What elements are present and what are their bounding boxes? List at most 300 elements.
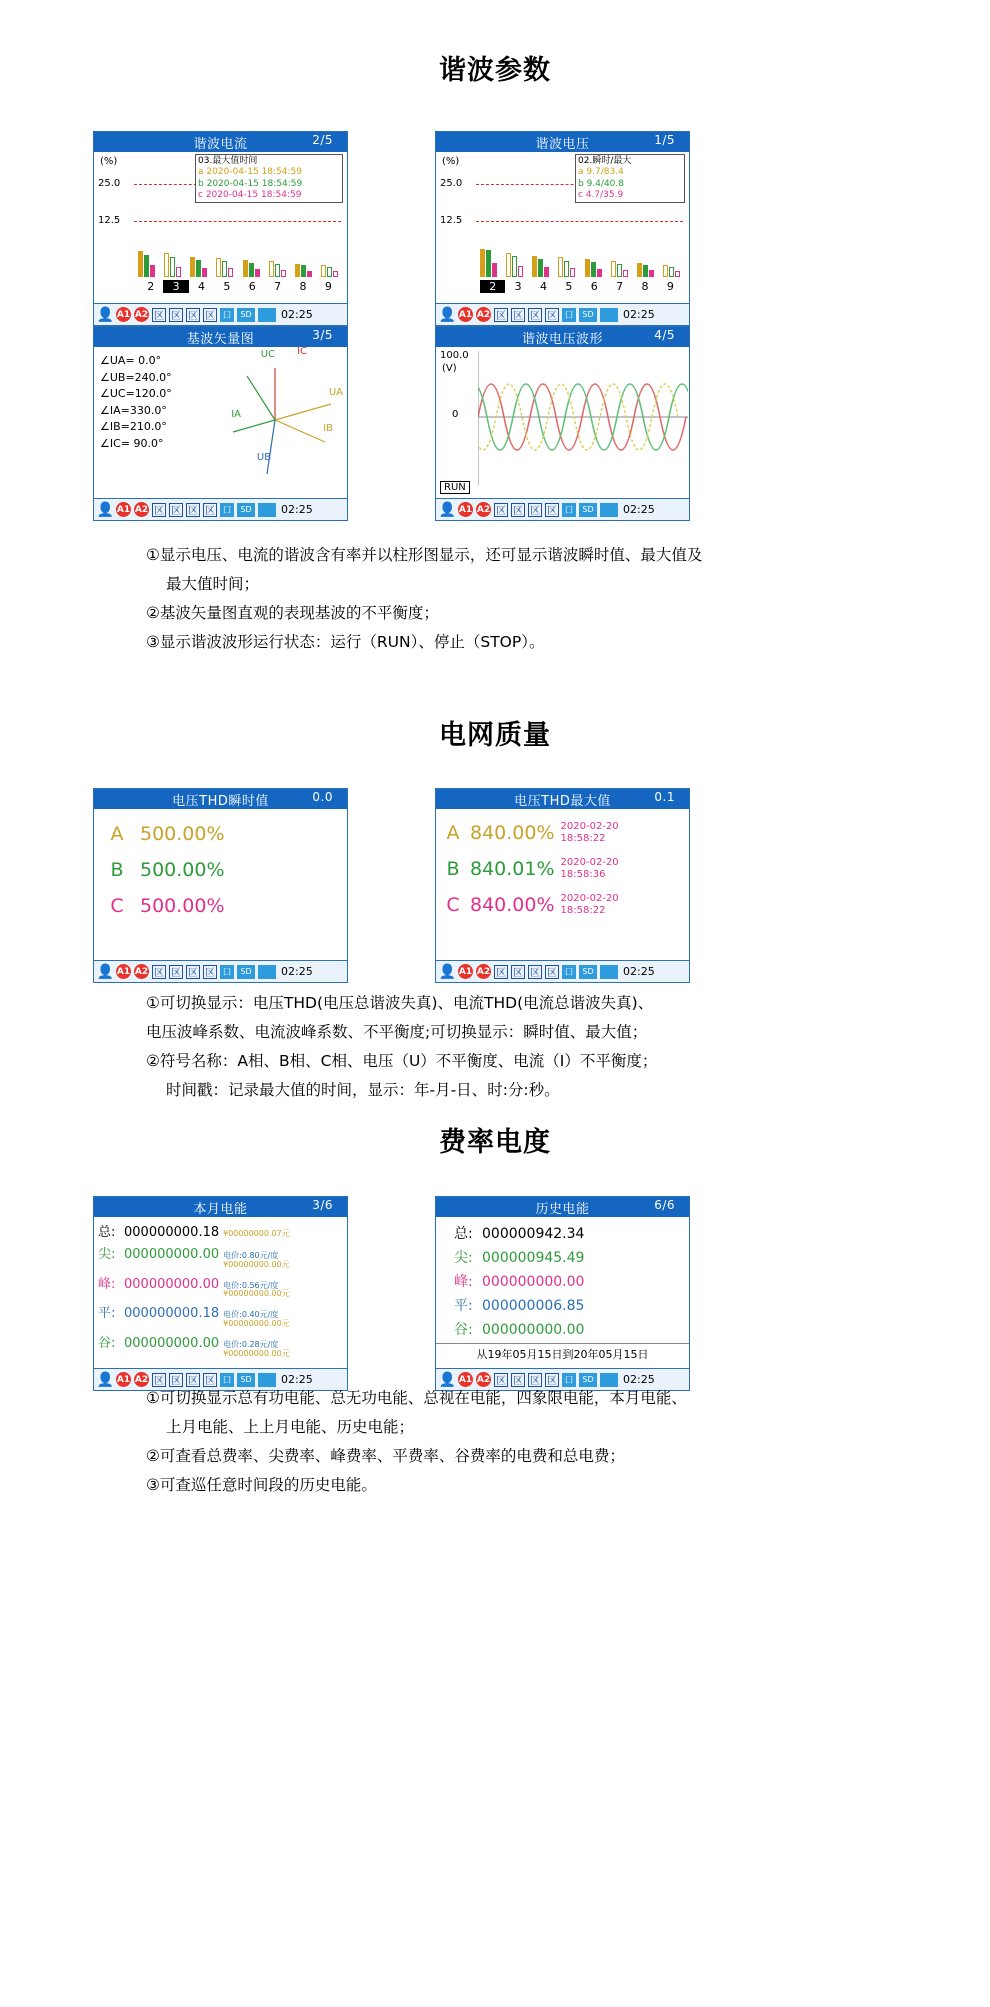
panel-history-energy[interactable] xyxy=(435,1196,690,1391)
bar xyxy=(222,261,227,277)
bar-group xyxy=(190,257,210,277)
sd-card-icon: SD xyxy=(579,308,597,322)
axis-y-mid: 12.5 xyxy=(98,215,121,226)
energy-label: 平: xyxy=(454,1298,473,1314)
vector-label-ic: IC xyxy=(297,347,307,357)
bar xyxy=(649,270,654,277)
infobox-row-text: 4.7/35.9 xyxy=(585,189,624,200)
person-icon: 👤 xyxy=(438,501,457,518)
x-tick-7[interactable]: 7 xyxy=(616,280,624,293)
x-axis-ticks[interactable] xyxy=(480,280,683,293)
thd-date: 2020-02-20 xyxy=(560,821,619,832)
x-axis-ticks[interactable] xyxy=(138,280,341,293)
x-tick-8[interactable]: 8 xyxy=(299,280,307,293)
alarm1-icon: A1 xyxy=(458,964,473,979)
x2-icon: 区 xyxy=(169,965,183,979)
note-line: ①可切换显示：电压THD(电压总谐波失真)、电流THD(电流总谐波失真)、 xyxy=(146,994,654,1012)
bar xyxy=(150,265,155,277)
thd-phase: A xyxy=(446,822,460,844)
energy-label: 平: xyxy=(98,1306,116,1322)
run-state-badge: RUN xyxy=(440,481,470,494)
panel-title: 历史电能 xyxy=(535,1201,590,1217)
x4-icon: 区 xyxy=(545,503,559,517)
x1-icon: 区 xyxy=(152,503,166,517)
energy-row xyxy=(98,1302,343,1329)
bar xyxy=(333,271,338,277)
panel-thd-max[interactable] xyxy=(435,788,690,983)
person-icon: 👤 xyxy=(438,306,457,323)
panel-title: 谐波电流 xyxy=(193,136,248,152)
x-tick-5[interactable]: 5 xyxy=(565,280,573,293)
pc-icon xyxy=(600,308,618,322)
bar xyxy=(558,257,563,277)
sd-card-icon: SD xyxy=(237,308,255,322)
sd-card-icon: SD xyxy=(237,503,255,517)
bar xyxy=(564,261,569,277)
status-bar xyxy=(94,498,347,520)
note-line: ②符号名称：A相、B相、C相、电压（U）不平衡度、电流（I）不平衡度； xyxy=(146,1052,658,1071)
energy-value: 000000000.18 xyxy=(124,1225,220,1240)
energy-label: 谷: xyxy=(98,1335,116,1351)
infobox-row-text: 2020-04-15 18:54:59 xyxy=(205,189,302,200)
status-bar xyxy=(436,498,689,520)
energy-price-line2: ¥00000000.00元 xyxy=(223,1289,290,1299)
x1-icon: 区 xyxy=(152,965,166,979)
x2-icon: 区 xyxy=(511,503,525,517)
bar xyxy=(623,270,628,277)
status-bar xyxy=(436,960,689,982)
bar xyxy=(544,267,549,277)
x4-icon: 区 xyxy=(203,503,217,517)
energy-row xyxy=(98,1273,343,1300)
thd-phase: A xyxy=(110,823,124,845)
section-title-harmonic: 谐波参数 xyxy=(439,55,551,86)
harmonic-current-chart xyxy=(94,152,347,303)
vector-label-ub: UB xyxy=(256,452,271,463)
x-tick-2[interactable]: 2 xyxy=(147,280,155,293)
panel-page: 4/5 xyxy=(654,328,675,342)
thd-value: 500.00% xyxy=(140,895,225,917)
energy-row xyxy=(98,1221,343,1240)
x2-icon: 区 xyxy=(169,503,183,517)
bar xyxy=(617,264,622,277)
bar-group xyxy=(295,264,315,277)
bar xyxy=(170,257,175,277)
x1-icon: 区 xyxy=(494,503,508,517)
panel-vector-diagram[interactable] xyxy=(93,326,348,521)
alarm1-icon: A1 xyxy=(458,502,473,517)
note-line: ①显示电压、电流的谐波含有率并以柱形图显示，还可显示谐波瞬时值、最大值及 xyxy=(146,546,703,564)
bar xyxy=(176,267,181,277)
x-tick-6[interactable]: 6 xyxy=(590,280,598,293)
notes-rate xyxy=(146,1385,866,1502)
status-time: 02:25 xyxy=(623,1373,655,1386)
energy-price: ¥00000000.07元 xyxy=(223,1229,290,1238)
x4-icon: 区 xyxy=(203,1373,217,1387)
vector-angle-row: ∠UB=240.0° xyxy=(100,370,172,384)
status-bar xyxy=(436,303,689,325)
alarm2-icon: A2 xyxy=(476,1372,491,1387)
panel-header xyxy=(436,327,689,347)
thd-date: 2020-02-20 xyxy=(560,893,619,904)
note-line: ③可查巡任意时间段的历史电能。 xyxy=(146,1476,377,1495)
energy-value: 000000000.00 xyxy=(124,1335,220,1351)
energy-label: 总: xyxy=(98,1225,116,1240)
infobox-row-text: 2020-04-15 18:54:59 xyxy=(206,167,302,178)
thd-max-body xyxy=(436,809,689,960)
status-time: 02:25 xyxy=(281,1373,313,1386)
waveform-body xyxy=(436,347,689,498)
x-tick-4[interactable]: 4 xyxy=(539,280,547,293)
bar-group xyxy=(138,251,158,277)
bar-group xyxy=(585,259,605,277)
x-tick-4[interactable]: 4 xyxy=(197,280,205,293)
download-icon: 口 xyxy=(220,1373,234,1387)
month-energy-body xyxy=(94,1217,347,1368)
x4-icon: 区 xyxy=(203,965,217,979)
energy-row xyxy=(454,1295,685,1315)
status-bar xyxy=(94,303,347,325)
note-line: 最大值时间； xyxy=(166,575,260,594)
x-tick-9[interactable]: 9 xyxy=(324,280,332,293)
energy-row xyxy=(454,1271,685,1291)
download-icon: 口 xyxy=(562,965,576,979)
panel-title: 电压THD瞬时值 xyxy=(172,793,269,809)
infobox-row-label: b xyxy=(198,178,204,189)
bar xyxy=(249,263,254,277)
x3-icon: 区 xyxy=(186,1373,200,1387)
bar-area xyxy=(480,172,683,277)
x3-icon: 区 xyxy=(186,308,200,322)
pc-icon xyxy=(258,965,276,979)
thd-time: 18:58:36 xyxy=(560,869,606,880)
download-icon: 口 xyxy=(562,308,576,322)
panel-header xyxy=(94,327,347,347)
status-time: 02:25 xyxy=(281,308,313,321)
vector-label-ib: IA xyxy=(231,409,241,420)
bar xyxy=(144,255,149,277)
bar xyxy=(202,268,207,277)
panel-harmonic-current[interactable] xyxy=(93,131,348,326)
pc-icon xyxy=(258,308,276,322)
bar xyxy=(295,264,300,277)
section-title-rate: 费率电度 xyxy=(439,1127,551,1158)
bar xyxy=(301,265,306,277)
notes-harmonic xyxy=(146,542,846,659)
section-title-quality: 电网质量 xyxy=(439,720,551,751)
energy-row xyxy=(454,1223,685,1243)
status-time: 02:25 xyxy=(281,503,313,516)
energy-label: 尖: xyxy=(98,1247,116,1262)
pc-icon xyxy=(600,503,618,517)
axis-y-top: 25.0 xyxy=(440,178,463,189)
x1-icon: 区 xyxy=(494,965,508,979)
axis-unit: (V) xyxy=(442,363,457,374)
bar xyxy=(281,270,286,277)
axis-y-mid: 12.5 xyxy=(440,215,463,226)
energy-row xyxy=(454,1247,685,1267)
note-line: 上月电能、上上月电能、历史电能； xyxy=(166,1418,415,1437)
download-icon: 口 xyxy=(220,503,234,517)
thd-phase: B xyxy=(110,859,124,881)
pc-icon xyxy=(600,965,618,979)
thd-phase: C xyxy=(110,895,124,917)
vector-angle-list xyxy=(100,353,172,452)
panel-title: 本月电能 xyxy=(193,1201,248,1217)
x3-icon: 区 xyxy=(186,503,200,517)
bar-group xyxy=(663,265,683,277)
panel-month-energy[interactable] xyxy=(93,1196,348,1391)
bar-group xyxy=(321,265,341,277)
bar xyxy=(480,249,485,277)
thd-value: 840.00% xyxy=(470,894,555,916)
download-icon: 口 xyxy=(220,965,234,979)
x-tick-3[interactable]: 3 xyxy=(514,280,522,293)
x3-icon: 区 xyxy=(186,965,200,979)
note-line: ②可查看总费率、尖费率、峰费率、平费率、谷费率的电费和总电费； xyxy=(146,1447,625,1466)
x-tick-5[interactable]: 5 xyxy=(223,280,231,293)
status-bar xyxy=(94,960,347,982)
alarm1-icon: A1 xyxy=(116,1372,131,1387)
bar xyxy=(269,261,274,277)
thd-date: 2020-02-20 xyxy=(560,857,619,868)
bar xyxy=(327,267,332,277)
thd-value: 500.00% xyxy=(140,859,225,881)
energy-value: 000000000.00 xyxy=(124,1247,220,1262)
bar xyxy=(486,250,491,277)
person-icon: 👤 xyxy=(438,963,457,980)
vector-angle-row: ∠IA=330.0° xyxy=(100,403,167,417)
bar-group xyxy=(558,257,578,277)
bar xyxy=(611,261,616,277)
bar xyxy=(591,262,596,277)
infobox-row-text: 9.7/83.4 xyxy=(586,167,624,178)
panel-harmonic-waveform[interactable] xyxy=(435,326,690,521)
bar-area xyxy=(138,172,341,277)
sd-card-icon: SD xyxy=(237,1373,255,1387)
person-icon: 👤 xyxy=(96,963,115,980)
energy-value: 000000942.34 xyxy=(482,1226,585,1242)
alarm2-icon: A2 xyxy=(134,307,149,322)
axis-unit: (%) xyxy=(100,156,118,167)
thd-phase: C xyxy=(446,894,460,916)
x4-icon: 区 xyxy=(545,1373,559,1387)
energy-price-line1: 电价:0.80元/度 xyxy=(223,1251,279,1260)
panel-value: 0.1 xyxy=(654,790,675,804)
download-icon: 口 xyxy=(220,308,234,322)
axis-y-top: 25.0 xyxy=(98,178,121,189)
sd-card-icon: SD xyxy=(579,965,597,979)
alarm1-icon: A1 xyxy=(458,307,473,322)
alarm2-icon: A2 xyxy=(134,964,149,979)
alarm1-icon: A1 xyxy=(116,307,131,322)
x1-icon: 区 xyxy=(494,308,508,322)
x3-icon: 区 xyxy=(528,1373,542,1387)
axis-y-top: 100.0 xyxy=(440,350,469,361)
sd-card-icon: SD xyxy=(579,503,597,517)
thd-row xyxy=(94,859,347,881)
x3-icon: 区 xyxy=(528,503,542,517)
energy-value: 000000000.00 xyxy=(124,1276,220,1292)
sd-card-icon: SD xyxy=(237,965,255,979)
bar xyxy=(216,258,221,277)
thd-row xyxy=(436,857,689,881)
infobox-row-label: c xyxy=(578,189,583,200)
bar-group xyxy=(269,261,289,277)
note-line: ③显示谐波波形运行状态：运行（RUN）、停止（STOP）。 xyxy=(146,633,545,652)
x2-icon: 区 xyxy=(169,1373,183,1387)
thd-value: 840.00% xyxy=(470,822,555,844)
bar xyxy=(532,256,537,277)
panel-page: 2/5 xyxy=(312,133,333,147)
alarm1-icon: A1 xyxy=(458,1372,473,1387)
panel-header xyxy=(94,132,347,152)
vector-angle-row: ∠UA= 0.0° xyxy=(100,354,162,367)
energy-price-line1: 电价:0.40元/度 xyxy=(223,1310,279,1320)
bar xyxy=(243,260,248,277)
bar xyxy=(321,265,326,277)
bar xyxy=(597,269,602,277)
panel-title: 电压THD最大值 xyxy=(514,793,611,809)
bar xyxy=(196,260,201,277)
harmonic-voltage-chart xyxy=(436,152,689,303)
x-tick-7[interactable]: 7 xyxy=(274,280,282,293)
energy-value: 000000000.18 xyxy=(124,1306,220,1322)
download-icon: 口 xyxy=(562,1373,576,1387)
person-icon: 👤 xyxy=(96,501,115,518)
x2-icon: 区 xyxy=(169,308,183,322)
x2-icon: 区 xyxy=(511,308,525,322)
bar-group xyxy=(532,256,552,277)
note-line: 电压波峰系数、电流波峰系数、不平衡度;可切换显示：瞬时值、最大值； xyxy=(146,1023,648,1042)
x-tick-6[interactable]: 6 xyxy=(248,280,256,293)
x4-icon: 区 xyxy=(545,308,559,322)
bar xyxy=(643,265,648,277)
panel-page: 6/6 xyxy=(654,1198,675,1212)
thd-row xyxy=(94,823,347,845)
thd-row xyxy=(436,821,689,845)
history-range: 从19年05月15日到20年05月15日 xyxy=(436,1343,689,1362)
pc-icon xyxy=(258,503,276,517)
energy-price-line1: 电价:0.56元/度 xyxy=(223,1280,279,1290)
energy-price-line2: ¥00000000.00元 xyxy=(223,1259,290,1269)
energy-value: 000000000.00 xyxy=(482,1322,585,1338)
thd-phase: B xyxy=(446,858,460,880)
vector-label-ua: UA xyxy=(328,387,343,398)
infobox-row-text: 9.4/40.8 xyxy=(586,178,624,189)
bar xyxy=(570,268,575,277)
x2-icon: 区 xyxy=(511,1373,525,1387)
axis-unit: (%) xyxy=(442,156,460,167)
thd-row xyxy=(436,893,689,917)
panel-title: 基波矢量图 xyxy=(186,331,255,347)
panel-harmonic-voltage[interactable] xyxy=(435,131,690,326)
alarm2-icon: A2 xyxy=(476,502,491,517)
alarm1-icon: A1 xyxy=(116,964,131,979)
panel-thd-instant[interactable] xyxy=(93,788,348,983)
energy-label: 总: xyxy=(454,1226,473,1242)
x-tick-2[interactable]: 2 xyxy=(480,280,505,293)
download-icon: 口 xyxy=(562,503,576,517)
bar xyxy=(138,251,143,277)
panel-header xyxy=(94,789,347,809)
panel-header xyxy=(436,1197,689,1217)
panel-header xyxy=(436,789,689,809)
energy-value: 000000006.85 xyxy=(482,1298,585,1314)
infobox-title: 02.瞬时/最大 xyxy=(578,156,632,166)
x4-icon: 区 xyxy=(545,965,559,979)
note-line: 时间戳：记录最大值的时间，显示：年-月-日、时:分:秒。 xyxy=(166,1081,560,1100)
energy-label: 峰: xyxy=(454,1274,473,1290)
note-line: ②基波矢量图直观的表现基波的不平衡度； xyxy=(146,604,439,623)
energy-value: 000000000.00 xyxy=(482,1274,585,1290)
energy-row xyxy=(98,1243,343,1270)
status-time: 02:25 xyxy=(281,965,313,978)
x-tick-3[interactable]: 3 xyxy=(163,280,188,293)
x-tick-8[interactable]: 8 xyxy=(641,280,649,293)
energy-label: 尖: xyxy=(454,1250,473,1266)
panel-page: 3/5 xyxy=(312,328,333,342)
bar xyxy=(228,268,233,277)
energy-price-line2: ¥00000000.00元 xyxy=(223,1318,290,1328)
phasor-svg xyxy=(205,350,345,490)
alarm2-icon: A2 xyxy=(134,502,149,517)
bar xyxy=(663,265,668,277)
vector-angle-row: ∠IB=210.0° xyxy=(100,420,167,433)
bar xyxy=(518,266,523,277)
note-line: ①可切换显示总有功电能、总无功电能、总视在电能，四象限电能，本月电能、 xyxy=(146,1389,687,1407)
person-icon: 👤 xyxy=(438,1371,457,1388)
x-tick-9[interactable]: 9 xyxy=(666,280,674,293)
bar-group xyxy=(637,263,657,277)
bar xyxy=(190,257,195,277)
infobox-row-label: a xyxy=(198,167,204,178)
bar xyxy=(255,269,260,277)
infobox-row-label: c xyxy=(198,189,203,200)
alarm2-icon: A2 xyxy=(134,1372,149,1387)
bar xyxy=(307,271,312,277)
bar-group xyxy=(243,260,263,277)
bar xyxy=(585,259,590,277)
energy-value: 000000945.49 xyxy=(482,1250,585,1266)
status-time: 02:25 xyxy=(623,308,655,321)
infobox-row-label: a xyxy=(578,167,584,178)
bar xyxy=(275,264,280,277)
x3-icon: 区 xyxy=(528,308,542,322)
status-time: 02:25 xyxy=(623,965,655,978)
history-energy-body xyxy=(436,1217,689,1368)
bar xyxy=(164,253,169,277)
energy-price-line2: ¥00000000.00元 xyxy=(223,1348,290,1358)
panel-page: 1/5 xyxy=(654,133,675,147)
energy-label: 峰: xyxy=(98,1276,116,1292)
bar-group xyxy=(480,249,500,277)
notes-quality xyxy=(146,990,866,1107)
x2-icon: 区 xyxy=(511,965,525,979)
axis-y-zero: 0 xyxy=(452,409,459,420)
infobox-row-text: 2020-04-15 18:54:59 xyxy=(206,178,303,189)
vector-label-ia: IB xyxy=(323,423,333,434)
bar-group xyxy=(164,253,184,277)
thd-time: 18:58:22 xyxy=(560,833,606,844)
bar-group xyxy=(506,253,526,277)
thd-row xyxy=(94,895,347,917)
alarm2-icon: A2 xyxy=(476,307,491,322)
x1-icon: 区 xyxy=(152,308,166,322)
infobox-row-label: b xyxy=(578,178,584,189)
energy-row xyxy=(454,1319,685,1339)
alarm1-icon: A1 xyxy=(116,502,131,517)
